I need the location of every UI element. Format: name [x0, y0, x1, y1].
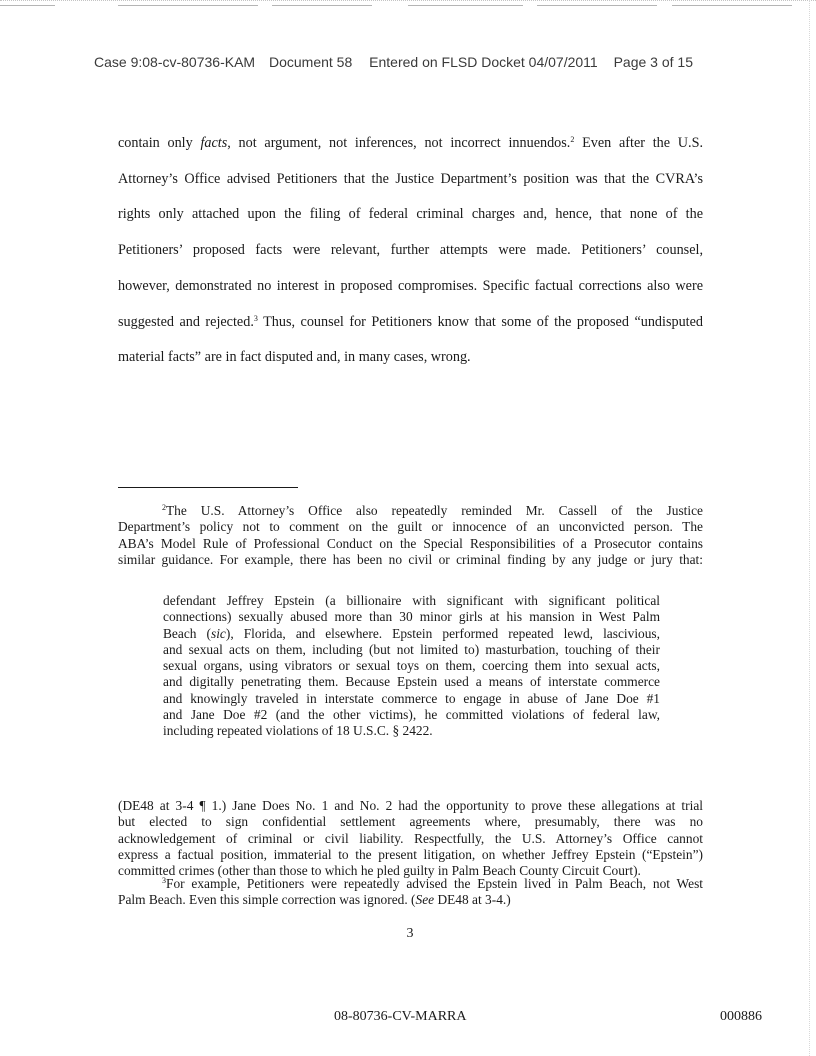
header-case-number: Case 9:08-cv-80736-KAM	[94, 54, 256, 70]
footnote-line: Department’s policy not to comment on the guilt or innocence of an unconvicted person. The	[118, 519, 703, 535]
body-line: contain only facts, not argument, not inferences, not incorrect innuendos.$^2$ Even after the U.S.	[118, 135, 704, 151]
quote-line: and knowingly traveled in interstate commerce to engage in abuse of Jane Doe #1	[163, 690, 660, 706]
footnote-marker-3: 3	[162, 876, 166, 885]
scan-artifact-mark	[0, 0, 55, 6]
footnote-line: (DE48 at 3-4 ¶ 1.) Jane Does No. 1 and No. 2 had the opportunity to prove these allegations at trial	[118, 798, 703, 813]
header-entered-date: Entered on FLSD Docket 04/07/2011	[369, 54, 598, 70]
footer-bates-number: 000886	[720, 1009, 762, 1024]
block-quote	[163, 593, 660, 740]
scan-artifact-mark	[272, 0, 372, 6]
quote-line: sexual organs, using vibrators or sexual toys on them, coercing them into sexual acts,	[163, 658, 660, 674]
scan-artifact-right-edge	[809, 0, 816, 1056]
quote-line: and Jane Doe #2 (and the other victims), he committed violations of federal law,	[163, 707, 660, 723]
footnote-marker-2: 2	[162, 503, 166, 512]
body-line: rights only attached upon the filing of federal criminal charges and, hence, that none of the	[118, 206, 703, 223]
quote-line: including repeated violations of 18 U.S.C. § 2422.	[163, 723, 433, 739]
scan-artifact-mark	[118, 0, 258, 6]
quote-line: and sexual acts on them, including (but not limited to) masturbation, touching of their	[163, 641, 660, 657]
footnote-ref-2: 2	[570, 135, 575, 144]
body-line: however, demonstrated no interest in proposed compromises. Specific factual corrections also were	[118, 277, 703, 294]
quote-line: Beach (sic), Florida, and elsewhere. Epstein performed repeated lewd, lascivious,	[163, 625, 660, 641]
docket-header	[94, 54, 774, 74]
scan-artifact-mark	[408, 0, 523, 6]
body-line: suggested and rejected.$^3$ Thus, counsel for Petitioners know that some of the proposed “undisputed	[118, 313, 703, 330]
header-document-number: Document 58	[268, 54, 353, 70]
body-paragraph	[118, 126, 703, 376]
footnote-ref-3: 3	[253, 313, 258, 323]
quote-line: connections) sexually abused more than 30 minor girls at his mansion in West Palm	[163, 609, 660, 625]
body-line: Attorney’s Office advised Petitioners that the Justice Department’s position was that the CVRA’s	[118, 170, 703, 187]
footnote-line: ABA’s Model Rule of Professional Conduct on the Special Responsibilities of a Prosecutor contains	[118, 535, 703, 551]
footnote-line: express a factual position, immaterial to the present litigation, on whether Jeffrey Epstein (“Epstein”)	[118, 846, 703, 862]
scan-artifact-mark	[672, 0, 792, 6]
footnote-line: acknowledgement of criminal or civil liability. Respectfully, the U.S. Attorney’s Office cannot	[118, 830, 703, 846]
quote-line: and digitally penetrating them. Because Epstein used a means of interstate commerce	[163, 674, 660, 690]
footnote-3	[118, 876, 703, 909]
footnote-line: $^2$The U.S. Attorney’s Office also repeatedly reminded Mr. Cassell of the Justice	[162, 503, 703, 518]
page-number: 3	[406, 926, 414, 941]
quote-line: defendant Jeffrey Epstein (a billionaire with significant with significant political	[163, 593, 660, 608]
footnote-line: Palm Beach. Even this simple correction was ignored. (See DE48 at 3-4.)	[118, 892, 511, 908]
scan-artifact-mark	[537, 0, 657, 6]
body-line: Petitioners’ proposed facts were relevant, further attempts were made. Petitioners’ counsel,	[118, 242, 703, 259]
header-page-count: Page 3 of 15	[613, 54, 693, 70]
footnote-separator	[118, 487, 298, 488]
footnote-line: $^3$For example, Petitioners were repeatedly advised the Epstein lived in Palm Beach, not West	[162, 876, 703, 891]
body-line: material facts” are in fact disputed and, in many cases, wrong.	[118, 349, 471, 366]
footnote-line: committed crimes (other than those to which he pled guilty in Palm Beach County Circuit Court).	[118, 863, 641, 879]
footer-case-reference: 08-80736-CV-MARRA	[334, 1009, 467, 1024]
footnote-line: but elected to sign confidential settlement agreements where, presumably, there was no	[118, 814, 703, 830]
footnote-2-continued	[118, 798, 703, 879]
footnote-2	[118, 503, 703, 568]
footnote-line: similar guidance. For example, there has been no civil or criminal finding by any judge or jury that:	[118, 551, 703, 567]
